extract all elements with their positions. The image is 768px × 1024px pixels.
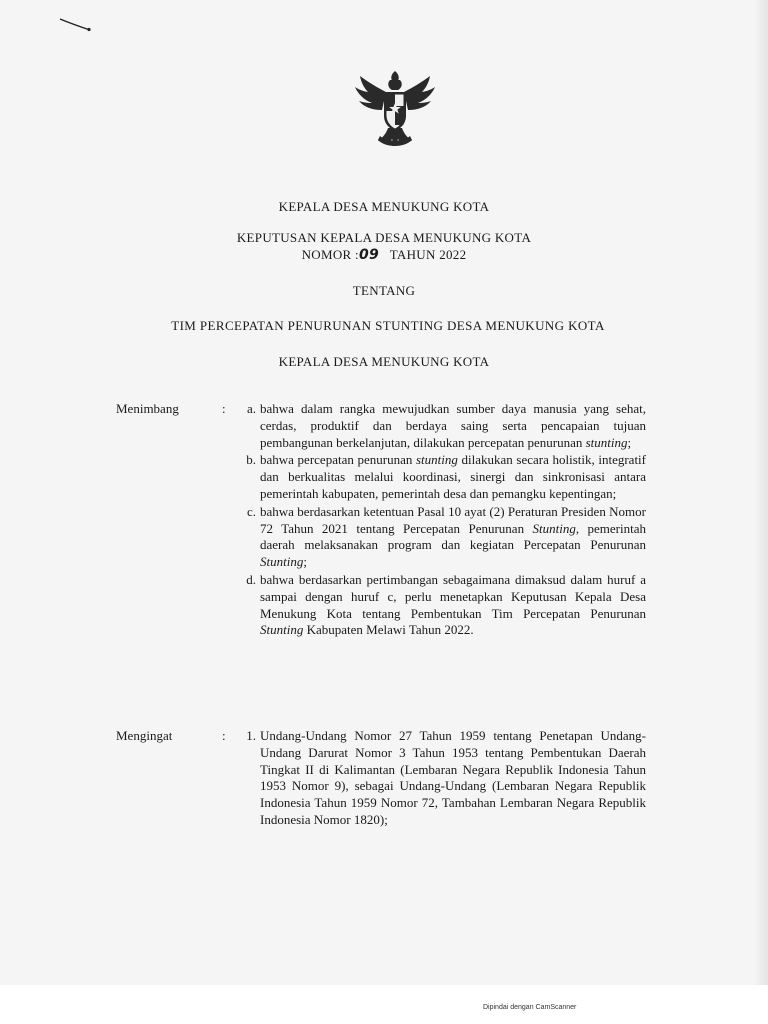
item-marker: 1.	[246, 728, 256, 743]
garuda-emblem-icon	[352, 68, 438, 150]
item-text: bahwa berdasarkan pertimbangan sebagaimana dimaksud dalam huruf a sampai dengan huruf c, perlu menetapkan Keputusan Kepala Desa Menukung Kota tentang Pembentukan Tim Percepatan Penurunan Stunting Kabupaten Melawi Tahun 2022.	[260, 571, 646, 638]
considering-item-a	[234, 401, 646, 451]
scanner-watermark: Dipindai dengan CamScanner	[483, 1004, 577, 1011]
issuing-authority: KEPALA DESA MENUKUNG KOTA	[278, 199, 490, 214]
considering-item-d	[234, 572, 646, 639]
about-label: TENTANG	[352, 283, 416, 298]
page-edge-shadow	[754, 0, 768, 1024]
decree-subject: TIM PERCEPATAN PENURUNAN STUNTING DESA MENUKUNG KOTA	[171, 318, 605, 333]
number-value: 09	[358, 247, 380, 263]
considering-label: Menimbang	[116, 401, 179, 416]
item-marker: d.	[246, 571, 256, 587]
item-text: Undang-Undang Nomor 27 Tahun 1959 tentang Penetapan Undang-Undang Darurat Nomor 3 Tahun 1953 tentang Pembentukan Daerah Tingkat II di Kalimantan (Lembaran Negara Republik Indonesia Tahun 1953 Nomor 9), sebagai Undang-Undang (Lembaran Negara Republik Indonesia Tahun 1959 Nomor 72, Tambahan Lembaran Negara Republik Indonesia Nomor 1820);	[260, 728, 646, 827]
considering-list	[234, 401, 646, 640]
considering-item-b	[234, 452, 646, 502]
recalling-colon: :	[222, 728, 226, 743]
decree-number	[0, 247, 768, 263]
signatory-line: KEPALA DESA MENUKUNG KOTA	[278, 354, 490, 369]
considering-colon: :	[222, 401, 226, 416]
recalling-item-1	[234, 728, 646, 829]
pen-mark-icon	[58, 14, 92, 34]
number-prefix: NOMOR :	[301, 247, 359, 262]
scanner-footer-band	[0, 985, 768, 1024]
decree-title: KEPUTUSAN KEPALA DESA MENUKUNG KOTA	[236, 230, 532, 245]
item-marker: a.	[246, 401, 256, 416]
item-text: bahwa berdasarkan ketentuan Pasal 10 ayat (2) Peraturan Presiden Nomor 72 Tahun 2021 tentang Percepatan Penurunan Stunting, pemerintah daerah melaksanakan program dan kegiatan Percepatan Penurunan Stunting;	[260, 503, 646, 570]
item-text: bahwa dalam rangka mewujudkan sumber daya manusia yang sehat, cerdas, produktif dan berdaya saing serta pencapaian tujuan pembangunan berkelanjutan, dilakukan percepatan penurunan stunting;	[260, 401, 646, 450]
item-marker: c.	[246, 503, 256, 519]
item-text: bahwa percepatan penurunan stunting dilakukan secara holistik, integratif dan berkualitas melalui koordinasi, sinergi dan sinkronisasi antara pemerintah kabupaten, pemerintah desa dan pemangku kepentingan;	[260, 452, 646, 501]
considering-item-c	[234, 504, 646, 571]
recalling-label: Mengingat	[116, 728, 173, 743]
item-marker: b.	[246, 452, 256, 468]
number-year: TAHUN 2022	[389, 247, 467, 262]
recalling-list	[234, 728, 646, 830]
